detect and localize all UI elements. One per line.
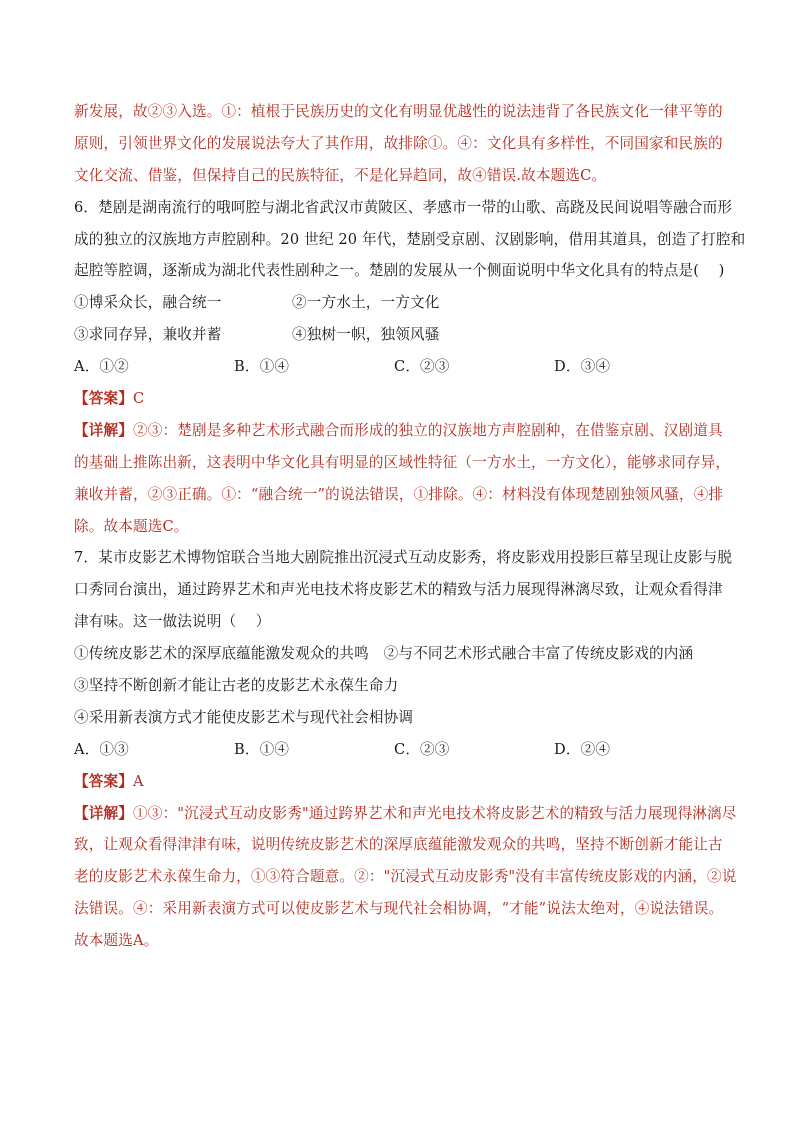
q7-stem-line: 津有味。这一做法说明（ ） xyxy=(74,613,271,631)
q6-items-row xyxy=(74,319,726,351)
q6-answer xyxy=(74,383,726,415)
q6-choices-row xyxy=(74,351,726,383)
q6-detail-line: 除。故本题选C。 xyxy=(74,517,189,535)
prev-explanation-line: 文化交流、借鉴，但保持自己的民族特征，不是化异趋同，故④错误.故本题选C。 xyxy=(74,166,607,184)
q7-item: ④采用新表演方式才能使皮影艺术与现代社会相协调 xyxy=(74,708,414,726)
q7-choices-row xyxy=(74,734,726,766)
answer-value: C xyxy=(132,390,145,408)
q7-choice-d: D．②④ xyxy=(554,740,611,758)
q7-choice-b: B．①④ xyxy=(234,740,290,758)
document-page xyxy=(74,96,746,957)
q6-item: ②一方水土，一方文化 xyxy=(292,294,440,312)
q7-detail-line: 法错误。④：采用新表演方式可以使皮影艺术与现代社会相协调，“才能”说法太绝对，④说法错误。 xyxy=(74,900,724,918)
q6-item: ④独树一帜，独领风骚 xyxy=(292,326,440,344)
q7-item: ③坚持不断创新才能让古老的皮影艺术永葆生命力 xyxy=(74,677,399,695)
q7-detail-line xyxy=(74,798,737,830)
q6-stem-line: 6．楚剧是湖南流行的哦呵腔与湖北省武汉市黄陂区、孝感市一带的山歌、高跷及民间说唱等融合而形 xyxy=(74,198,733,216)
prev-explanation-line: 原则，引领世界文化的发展说法夸大了其作用，故排除①。④：文化具有多样性，不同国家和民族的 xyxy=(74,134,723,152)
q6-choice-c: C．②③ xyxy=(394,358,450,376)
q6-detail-line: 的基础上推陈出新，这表明中华文化具有明显的区域性特征（一方水土，一方文化），能够求同存异， xyxy=(74,453,731,471)
q7-stem-line: 7．某市皮影艺术博物馆联合当地大剧院推出沉浸式互动皮影秀，将皮影戏用投影巨幕呈现让皮影与脱 xyxy=(74,549,733,567)
q7-detail-line: 致，让观众看得津津有味，说明传统皮影艺术的深厚底蕴能激发观众的共鸣，坚持不断创新才能让古 xyxy=(74,836,723,854)
q6-detail-text: ②③：楚剧是多种艺术形式融合而形成的独立的汉族地方声腔剧种，在借鉴京剧、汉剧道具 xyxy=(132,421,723,439)
q6-item: ③求同存异，兼收并蓄 xyxy=(74,326,222,344)
q7-detail-line: 老的皮影艺术永葆生命力，①③符合题意。②："沉浸式互动皮影秀"没有丰富传统皮影戏的内涵，②说 xyxy=(74,868,737,886)
answer-tag: 【答案】 xyxy=(74,390,133,408)
q6-item: ①博采众长，融合统一 xyxy=(74,294,222,312)
q6-stem-line: 成的独立的汉族地方声腔剧种。20 世纪 20 年代，楚剧受京剧、汉剧影响，借用其道具，创造了打腔和 xyxy=(74,230,746,248)
q7-item: ①传统皮影艺术的深厚底蕴能激发观众的共鸣 ②与不同艺术形式融合丰富了传统皮影戏的内涵 xyxy=(74,645,694,663)
q6-choice-a: A．①② xyxy=(74,358,129,376)
q7-detail-text: ①③："沉浸式互动皮影秀"通过跨界艺术和声光电技术将皮影艺术的精致与活力展现得淋漓尽 xyxy=(132,804,737,822)
prev-explanation-line: 新发展，故②③入选。①：植根于民族历史的文化有明显优越性的说法违背了各民族文化一律平等的 xyxy=(74,103,723,120)
q7-stem-line: 口秀同台演出，通过跨界艺术和声光电技术将皮影艺术的精致与活力展现得淋漓尽致，让观众看得津 xyxy=(74,581,723,599)
detail-tag: 【详解】 xyxy=(74,421,133,439)
q7-choice-c: C．②③ xyxy=(394,740,450,758)
q7-choice-a: A．①③ xyxy=(74,740,129,758)
q7-detail-line: 故本题选A。 xyxy=(74,932,159,950)
q6-choice-d: D．③④ xyxy=(554,358,611,376)
answer-tag: 【答案】 xyxy=(74,772,133,790)
q6-detail-line xyxy=(74,415,726,447)
q6-detail-line: 兼收并蓄，②③正确。①：“融合统一”的说法错误，①排除。④：材料没有体现楚剧独领风骚，④排 xyxy=(74,485,724,503)
q6-choice-b: B．①④ xyxy=(234,358,290,376)
detail-tag: 【详解】 xyxy=(74,804,133,822)
q6-stem-line: 起腔等腔调，逐渐成为湖北代表性剧种之一。楚剧的发展从一个侧面说明中华文化具有的特点是( ) xyxy=(74,262,725,280)
q7-answer xyxy=(74,766,726,798)
q6-items-row xyxy=(74,287,726,319)
answer-value: A xyxy=(132,772,144,790)
